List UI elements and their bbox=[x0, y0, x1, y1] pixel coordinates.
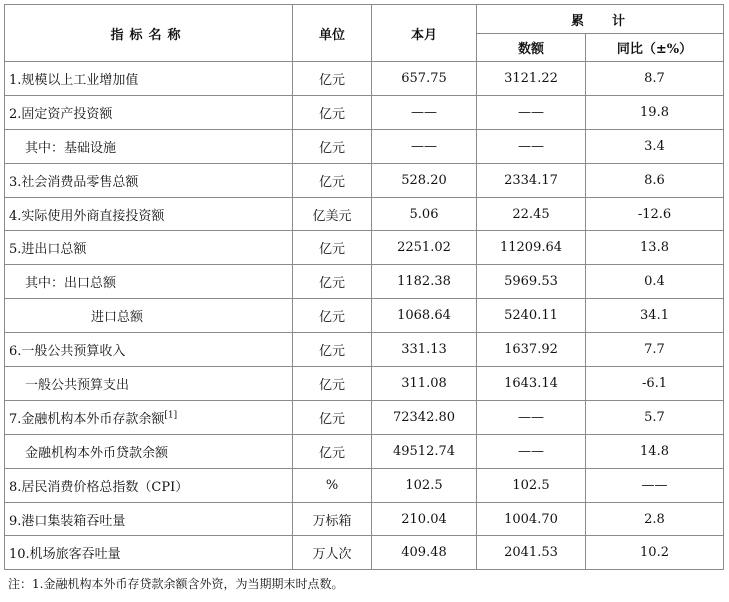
footnote-marker: [1] bbox=[164, 410, 178, 421]
yoy-cell: 7.7 bbox=[586, 333, 724, 367]
cumulative-amount-cell: —— bbox=[477, 400, 586, 434]
yoy-cell: 5.7 bbox=[586, 400, 724, 434]
unit-cell: 万人次 bbox=[293, 536, 372, 570]
table-row bbox=[5, 536, 724, 570]
unit-cell: 万标箱 bbox=[293, 502, 372, 536]
cumulative-amount-cell: —— bbox=[477, 129, 586, 163]
cumulative-amount-cell: 5969.53 bbox=[477, 265, 586, 299]
unit-cell: 亿元 bbox=[293, 299, 372, 333]
indicator-name-cell: 5.进出口总额 bbox=[5, 231, 293, 265]
yoy-cell: -6.1 bbox=[586, 367, 724, 401]
unit-cell: 亿元 bbox=[293, 163, 372, 197]
yoy-cell: 0.4 bbox=[586, 265, 724, 299]
header-yoy: 同比（±%） bbox=[586, 34, 724, 62]
indicator-name-cell: 9.港口集装箱吞吐量 bbox=[5, 502, 293, 536]
yoy-cell: 3.4 bbox=[586, 129, 724, 163]
table-row bbox=[5, 163, 724, 197]
unit-cell: 亿元 bbox=[293, 333, 372, 367]
yoy-cell: 10.2 bbox=[586, 536, 724, 570]
indicator-name-cell: 8.居民消费价格总指数（CPI） bbox=[5, 468, 293, 502]
current-month-cell: 2251.02 bbox=[372, 231, 477, 265]
table-row bbox=[5, 95, 724, 129]
yoy-cell: 34.1 bbox=[586, 299, 724, 333]
table-row bbox=[5, 367, 724, 401]
footnote: 注：1.金融机构本外币存贷款余额含外资，为当期期末时点数。 bbox=[8, 577, 344, 591]
indicator-name-cell: 一般公共预算支出 bbox=[5, 367, 293, 401]
cumulative-amount-cell: 5240.11 bbox=[477, 299, 586, 333]
unit-cell: 亿元 bbox=[293, 231, 372, 265]
yoy-cell: 14.8 bbox=[586, 434, 724, 468]
table-row bbox=[5, 434, 724, 468]
indicator-name-cell: 1.规模以上工业增加值 bbox=[5, 62, 293, 96]
indicator-name-cell: 金融机构本外币贷款余额 bbox=[5, 434, 293, 468]
table-row bbox=[5, 333, 724, 367]
table-row bbox=[5, 265, 724, 299]
current-month-cell: 528.20 bbox=[372, 163, 477, 197]
indicator-name-cell: 其中：出口总额 bbox=[5, 265, 293, 299]
cumulative-amount-cell: 22.45 bbox=[477, 197, 586, 231]
table-row bbox=[5, 468, 724, 502]
unit-cell: 亿元 bbox=[293, 62, 372, 96]
yoy-cell: 8.7 bbox=[586, 62, 724, 96]
table-row bbox=[5, 129, 724, 163]
table-row bbox=[5, 400, 724, 434]
indicator-name-cell: 3.社会消费品零售总额 bbox=[5, 163, 293, 197]
current-month-cell: 311.08 bbox=[372, 367, 477, 401]
cumulative-amount-cell: 2041.53 bbox=[477, 536, 586, 570]
indicator-name-cell: 2.固定资产投资额 bbox=[5, 95, 293, 129]
current-month-cell: —— bbox=[372, 95, 477, 129]
indicator-name-cell: 4.实际使用外商直接投资额 bbox=[5, 197, 293, 231]
cumulative-amount-cell: 2334.17 bbox=[477, 163, 586, 197]
table-body bbox=[5, 62, 724, 570]
indicator-name-cell: 6.一般公共预算收入 bbox=[5, 333, 293, 367]
cumulative-amount-cell: 102.5 bbox=[477, 468, 586, 502]
current-month-cell: —— bbox=[372, 129, 477, 163]
table-row bbox=[5, 299, 724, 333]
current-month-cell: 72342.80 bbox=[372, 400, 477, 434]
unit-cell: 亿美元 bbox=[293, 197, 372, 231]
current-month-cell: 409.48 bbox=[372, 536, 477, 570]
unit-cell: % bbox=[293, 468, 372, 502]
yoy-cell: 2.8 bbox=[586, 502, 724, 536]
yoy-cell: —— bbox=[586, 468, 724, 502]
unit-cell: 亿元 bbox=[293, 367, 372, 401]
unit-cell: 亿元 bbox=[293, 434, 372, 468]
table-row bbox=[5, 502, 724, 536]
unit-cell: 亿元 bbox=[293, 265, 372, 299]
current-month-cell: 331.13 bbox=[372, 333, 477, 367]
header-indicator-name: 指标名称 bbox=[5, 5, 293, 62]
current-month-cell: 1182.38 bbox=[372, 265, 477, 299]
table-row bbox=[5, 197, 724, 231]
cumulative-amount-cell: 3121.22 bbox=[477, 62, 586, 96]
header-current-month: 本月 bbox=[372, 5, 477, 62]
indicator-name-cell: 其中：基础设施 bbox=[5, 129, 293, 163]
current-month-cell: 210.04 bbox=[372, 502, 477, 536]
header-cumulative: 累计 bbox=[477, 5, 724, 34]
unit-cell: 亿元 bbox=[293, 129, 372, 163]
table-row bbox=[5, 62, 724, 96]
yoy-cell: 19.8 bbox=[586, 95, 724, 129]
current-month-cell: 49512.74 bbox=[372, 434, 477, 468]
cumulative-amount-cell: 1643.14 bbox=[477, 367, 586, 401]
indicator-name-cell: 7.金融机构本外币存款余额[1] bbox=[5, 400, 293, 434]
header-unit: 单位 bbox=[293, 5, 372, 62]
yoy-cell: -12.6 bbox=[586, 197, 724, 231]
table-row bbox=[5, 231, 724, 265]
statistics-table-container bbox=[4, 4, 723, 570]
cumulative-amount-cell: —— bbox=[477, 434, 586, 468]
header-amount: 数额 bbox=[477, 34, 586, 62]
cumulative-amount-cell: 11209.64 bbox=[477, 231, 586, 265]
statistics-table bbox=[4, 4, 724, 570]
unit-cell: 亿元 bbox=[293, 95, 372, 129]
indicator-name-cell: 进口总额 bbox=[5, 299, 293, 333]
cumulative-amount-cell: 1637.92 bbox=[477, 333, 586, 367]
yoy-cell: 8.6 bbox=[586, 163, 724, 197]
yoy-cell: 13.8 bbox=[586, 231, 724, 265]
cumulative-amount-cell: 1004.70 bbox=[477, 502, 586, 536]
current-month-cell: 5.06 bbox=[372, 197, 477, 231]
indicator-name-cell: 10.机场旅客吞吐量 bbox=[5, 536, 293, 570]
cumulative-amount-cell: —— bbox=[477, 95, 586, 129]
current-month-cell: 102.5 bbox=[372, 468, 477, 502]
unit-cell: 亿元 bbox=[293, 400, 372, 434]
current-month-cell: 657.75 bbox=[372, 62, 477, 96]
current-month-cell: 1068.64 bbox=[372, 299, 477, 333]
